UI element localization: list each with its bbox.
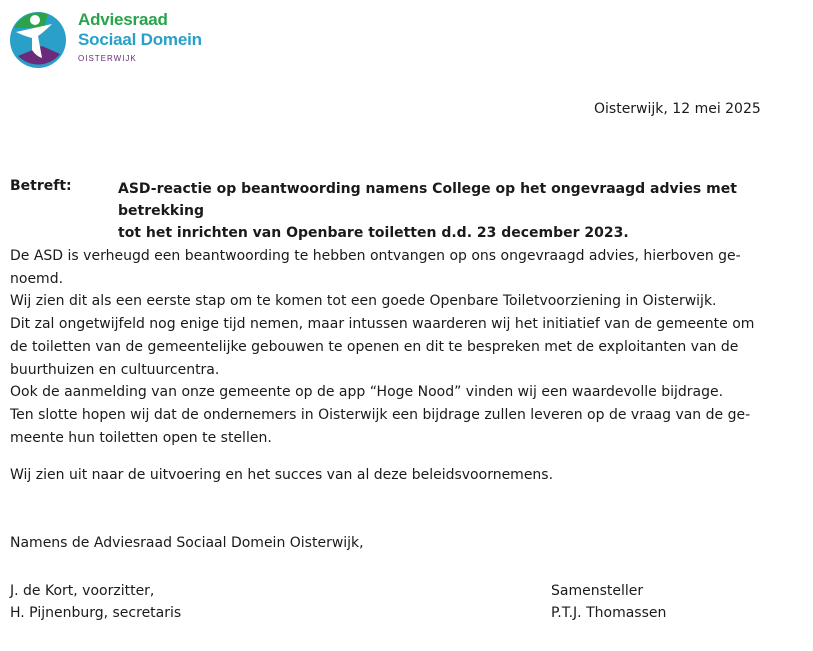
closing-sentence: Wij zien uit naar de uitvoering en het succes van al deze beleidsvoornemens. (10, 467, 554, 483)
asd-logo-icon (8, 6, 72, 70)
letter-date: Oisterwijk, 12 mei 2025 (594, 101, 761, 117)
body-line: noemd. (10, 270, 64, 287)
body-line: buurthuizen en cultuurcentra. (10, 361, 220, 378)
logo-subtitle: OISTERWIJK (78, 54, 137, 63)
body-line: Dit zal ongetwijfeld nog enige tijd nemen, maar intussen waarderen wij het initiatief van de gemeente om (10, 316, 755, 333)
subject-label: Betreft: (10, 178, 72, 194)
logo-title-line2: Sociaal Domein (78, 30, 202, 49)
subject-text (118, 178, 808, 244)
signatory-secretary: H. Pijnenburg, secretaris (10, 605, 182, 621)
compiler-name: P.T.J. Thomassen (551, 605, 667, 621)
signatures-right (551, 580, 666, 624)
letter-body (10, 245, 805, 449)
on-behalf-of: Namens de Adviesraad Sociaal Domein Oisterwijk, (10, 535, 364, 551)
body-line: Ook de aanmelding van onze gemeente op de app “Hoge Nood” vinden wij een waardevolle bijdrage. (10, 384, 724, 401)
compiler-label: Samensteller (551, 583, 644, 599)
signatures-left (10, 580, 181, 624)
subject-line: tot het inrichten van Openbare toiletten d.d. 23 december 2023. (118, 225, 629, 241)
body-line: de toiletten van de gemeentelijke gebouwen te openen en dit te bespreken met de exploitanten van de (10, 338, 739, 355)
asd-logo (8, 6, 208, 70)
subject-line: ASD-reactie op beantwoording namens College op het ongevraagd advies met betrekking (118, 181, 737, 219)
logo-title-line1: Adviesraad (78, 10, 168, 29)
body-line: Wij zien dit als een eerste stap om te komen tot een goede Openbare Toiletvoorziening in Oisterwijk. (10, 293, 717, 310)
body-line: De ASD is verheugd een beantwoording te hebben ontvangen op ons ongevraagd advies, hierboven ge- (10, 248, 741, 264)
body-line: Ten slotte hopen wij dat de ondernemers in Oisterwijk een bijdrage zullen leveren op de vraag van de ge- (10, 406, 751, 423)
body-line: meente hun toiletten open te stellen. (10, 429, 272, 446)
signatory-chair: J. de Kort, voorzitter, (10, 583, 155, 599)
